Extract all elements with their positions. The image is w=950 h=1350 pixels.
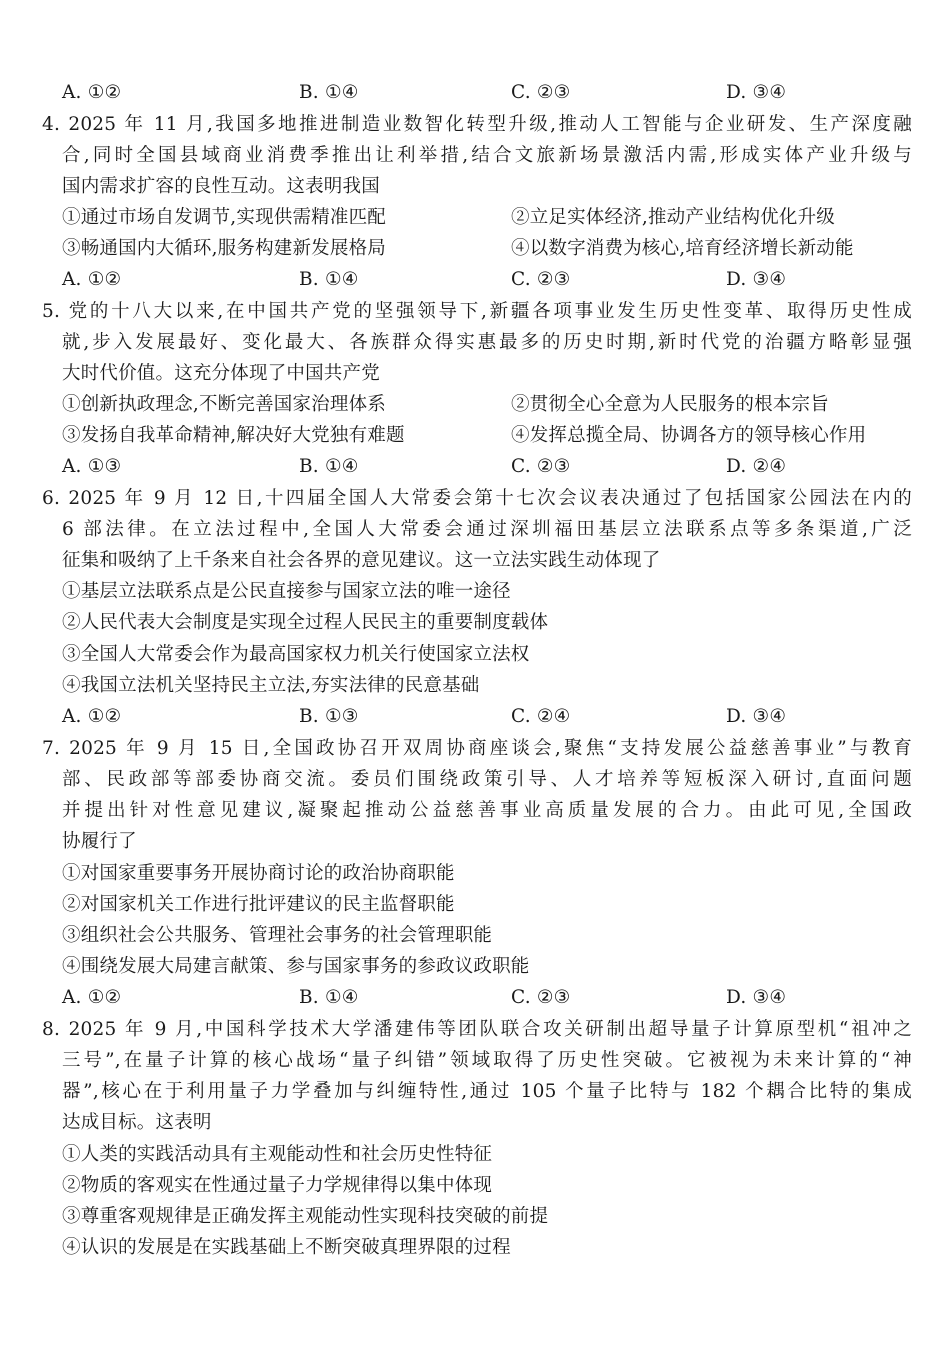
choice-b: B. ①③ [299,706,359,727]
question-stem-line: 6 部法律。在立法过程中,全国人大常委会通过深圳福田基层立法联系点等多条渠道,广泛 [62,519,912,540]
choice-a: A. ①③ [62,456,122,477]
statement-2: ②对国家机关工作进行批评建议的民主监督职能 [62,894,455,915]
statement-3: ③畅通国内大循环,服务构建新发展格局 [62,238,386,259]
choice-d: D. ③④ [726,269,787,290]
choice-d: D. ②④ [726,456,787,477]
question-stem-line: 达成目标。这表明 [62,1112,212,1133]
choice-b: B. ①④ [299,987,359,1008]
statement-1: ①创新执政理念,不断完善国家治理体系 [62,394,386,415]
choice-d: D. ③④ [726,82,787,103]
question-stem-line: 4. 2025 年 11 月,我国多地推进制造业数智化转型升级,推动人工智能与企业研发、生产深度融 [42,114,912,135]
question-stem-line: 协履行了 [62,831,137,852]
statement-2: ②人民代表大会制度是实现全过程人民民主的重要制度载体 [62,612,549,633]
question-stem-line: 器”,核心在于利用量子力学叠加与纠缠特性,通过 105 个量子比特与 182 个耦合比特的集成 [62,1081,912,1102]
statement-3: ③尊重客观规律是正确发挥主观能动性实现科技突破的前提 [62,1206,549,1227]
statement-4: ④以数字消费为核心,培育经济增长新动能 [511,238,854,259]
choice-c: C. ②③ [511,82,571,103]
statement-4: ④我国立法机关坚持民主立法,夯实法律的民意基础 [62,675,480,696]
statement-4: ④发挥总揽全局、协调各方的领导核心作用 [511,425,867,446]
statement-3: ③全国人大常委会作为最高国家权力机关行使国家立法权 [62,644,530,665]
choice-d: D. ③④ [726,987,787,1008]
statement-1: ①人类的实践活动具有主观能动性和社会历史性特征 [62,1144,493,1165]
choice-a: A. ①② [62,82,122,103]
question-stem-line: 国内需求扩容的良性互动。这表明我国 [62,176,380,197]
choice-a: A. ①② [62,269,122,290]
statement-2: ②立足实体经济,推动产业结构优化升级 [511,207,835,228]
statement-1: ①对国家重要事务开展协商讨论的政治协商职能 [62,863,455,884]
question-stem-line: 大时代价值。这充分体现了中国共产党 [62,363,380,384]
statement-4: ④认识的发展是在实践基础上不断突破真理界限的过程 [62,1237,511,1258]
statement-1: ①通过市场自发调节,实现供需精准匹配 [62,207,386,228]
choice-b: B. ①④ [299,82,359,103]
question-stem-line: 并提出针对性意见建议,凝聚起推动公益慈善事业高质量发展的合力。由此可见,全国政 [62,800,912,821]
question-stem-line: 7. 2025 年 9 月 15 日,全国政协召开双周协商座谈会,聚焦“支持发展公益慈善事业”与教育 [42,738,912,759]
question-stem-line: 部、民政部等部委协商交流。委员们围绕政策引导、人才培养等短板深入研讨,直面问题 [62,769,912,790]
statement-1: ①基层立法联系点是公民直接参与国家立法的唯一途径 [62,581,511,602]
choice-b: B. ①④ [299,269,359,290]
question-stem-line: 征集和吸纳了上千条来自社会各界的意见建议。这一立法实践生动体现了 [62,550,661,571]
choice-b: B. ①④ [299,456,359,477]
statement-3: ③组织社会公共服务、管理社会事务的社会管理职能 [62,925,493,946]
question-stem-line: 三号”,在量子计算的核心战场“量子纠错”领域取得了历史性突破。它被视为未来计算的“神 [62,1050,912,1071]
choice-d: D. ③④ [726,706,787,727]
statement-2: ②贯彻全心全意为人民服务的根本宗旨 [511,394,829,415]
choice-a: A. ①② [62,706,122,727]
choice-a: A. ①② [62,987,122,1008]
choice-c: C. ②④ [511,706,571,727]
question-stem-line: 5. 党的十八大以来,在中国共产党的坚强领导下,新疆各项事业发生历史性变革、取得历史性成 [42,301,912,322]
statement-4: ④围绕发展大局建言献策、参与国家事务的参政议政职能 [62,956,530,977]
choice-c: C. ②③ [511,456,571,477]
statement-3: ③发扬自我革命精神,解决好大党独有难题 [62,425,405,446]
choice-c: C. ②③ [511,987,571,1008]
question-stem-line: 合,同时全国县域商业消费季推出让利举措,结合文旅新场景激活内需,形成实体产业升级与 [62,145,912,166]
question-stem-line: 8. 2025 年 9 月,中国科学技术大学潘建伟等团队联合攻关研制出超导量子计算原型机“祖冲之 [42,1019,912,1040]
choice-c: C. ②③ [511,269,571,290]
question-stem-line: 6. 2025 年 9 月 12 日,十四届全国人大常委会第十七次会议表决通过了包括国家公园法在内的 [42,488,912,509]
question-stem-line: 就,步入发展最好、变化最大、各族群众得实惠最多的历史时期,新时代党的治疆方略彰显强 [62,332,912,353]
statement-2: ②物质的客观实在性通过量子力学规律得以集中体现 [62,1175,493,1196]
